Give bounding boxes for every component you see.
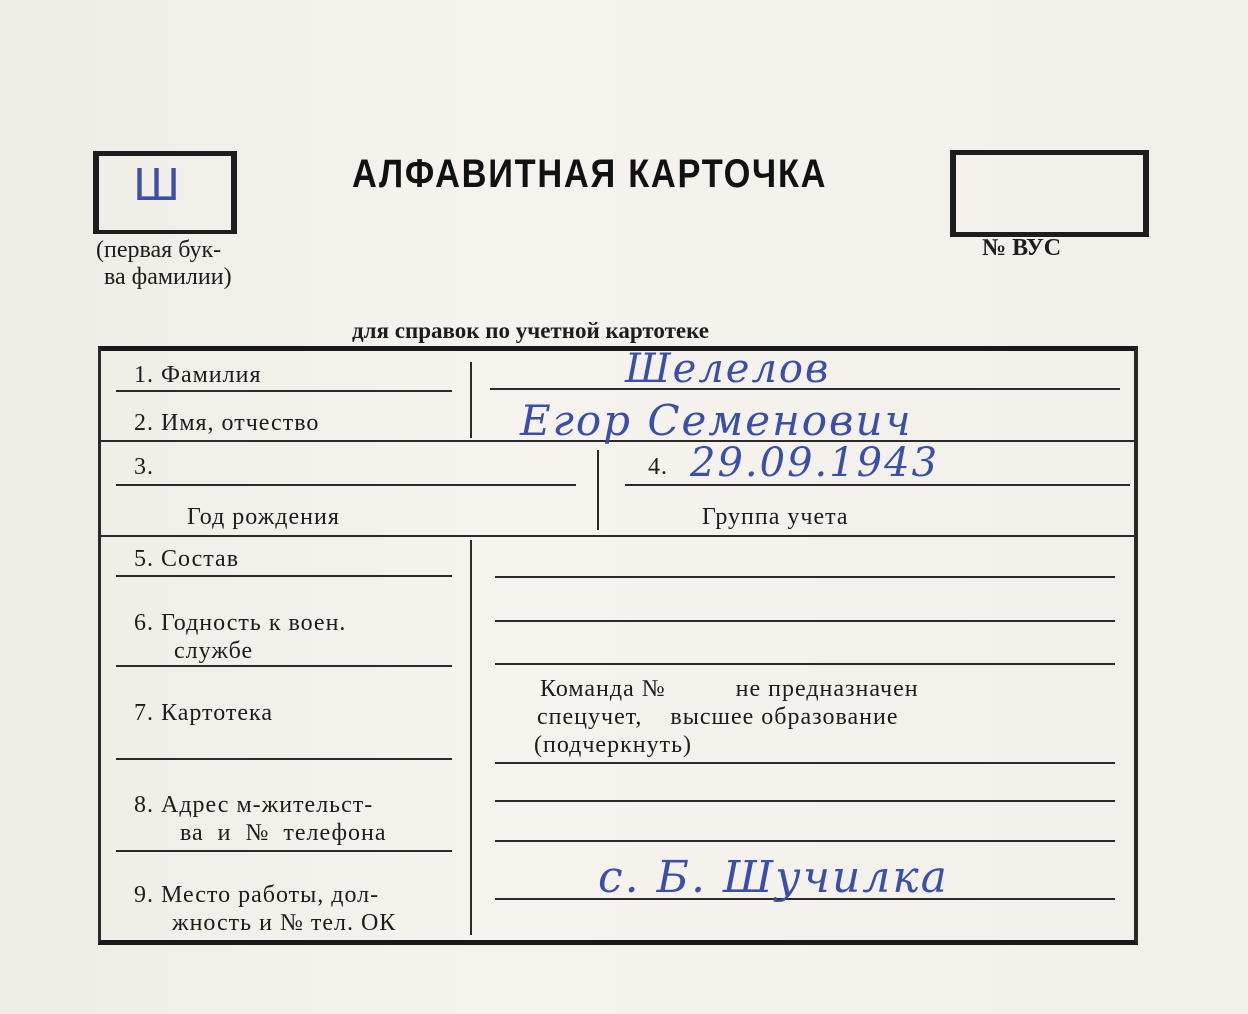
first-letter-box	[93, 151, 237, 234]
line-f7-left	[116, 758, 452, 760]
field-9-value: с. Б. Шучилка	[598, 852, 949, 903]
field-2-label: 2. Имя, отчество	[134, 410, 320, 436]
line-f3-left	[116, 484, 576, 486]
card-subtitle: для справок по учетной картотеке	[352, 318, 709, 343]
field-6-label-1: 6. Годность к воен.	[134, 610, 347, 636]
field-8-label-2: ва и № телефона	[180, 820, 387, 846]
first-letter-caption-2: ва фамилии)	[104, 264, 232, 290]
line-right-3	[495, 663, 1115, 665]
field-4-label: 4.	[648, 454, 668, 480]
line-f6-left	[116, 665, 452, 667]
field-4-caption: Группа учета	[702, 504, 849, 530]
line-f1-left	[116, 390, 452, 392]
divider-vertical-top	[470, 362, 472, 438]
line-right-5	[495, 800, 1115, 802]
line-f8-left	[116, 850, 452, 852]
field-5-label: 5. Состав	[134, 546, 240, 572]
line-right-1	[495, 576, 1115, 578]
first-letter-value: Ш	[133, 160, 183, 211]
field-4-value: 29.09.1943	[690, 440, 940, 486]
vus-box	[950, 150, 1149, 237]
field-1-label: 1. Фамилия	[134, 362, 262, 388]
line-right-6	[495, 840, 1115, 842]
field-7-text-2: спецучет, высшее образование	[537, 704, 899, 730]
line-row34-bottom	[100, 535, 1135, 537]
field-2-value: Егор Семенович	[520, 396, 913, 445]
card-title: АЛФАВИТНАЯ КАРТОЧКА	[352, 152, 828, 196]
field-9-label-1: 9. Место работы, дол-	[134, 882, 380, 908]
line-f5-left	[116, 575, 452, 577]
divider-vertical-mid	[597, 450, 599, 530]
field-7-label: 7. Картотека	[134, 700, 273, 726]
field-9-label-2: жность и № тел. ОК	[172, 910, 397, 936]
field-8-label-1: 8. Адрес м-жительст-	[134, 792, 374, 818]
line-right-4	[495, 762, 1115, 764]
first-letter-caption-1: (первая бук-	[96, 237, 222, 263]
field-6-label-2: службе	[174, 638, 254, 664]
field-7-text-1: Команда № не предназначен	[540, 676, 919, 702]
vus-label: № ВУС	[982, 235, 1062, 261]
divider-vertical-bottom	[470, 540, 472, 935]
line-right-2	[495, 620, 1115, 622]
field-3-caption: Год рождения	[187, 504, 340, 530]
field-3-label: 3.	[134, 454, 154, 480]
field-1-value: Шелелов	[625, 346, 831, 392]
field-7-text-3: (подчеркнуть)	[534, 732, 693, 758]
